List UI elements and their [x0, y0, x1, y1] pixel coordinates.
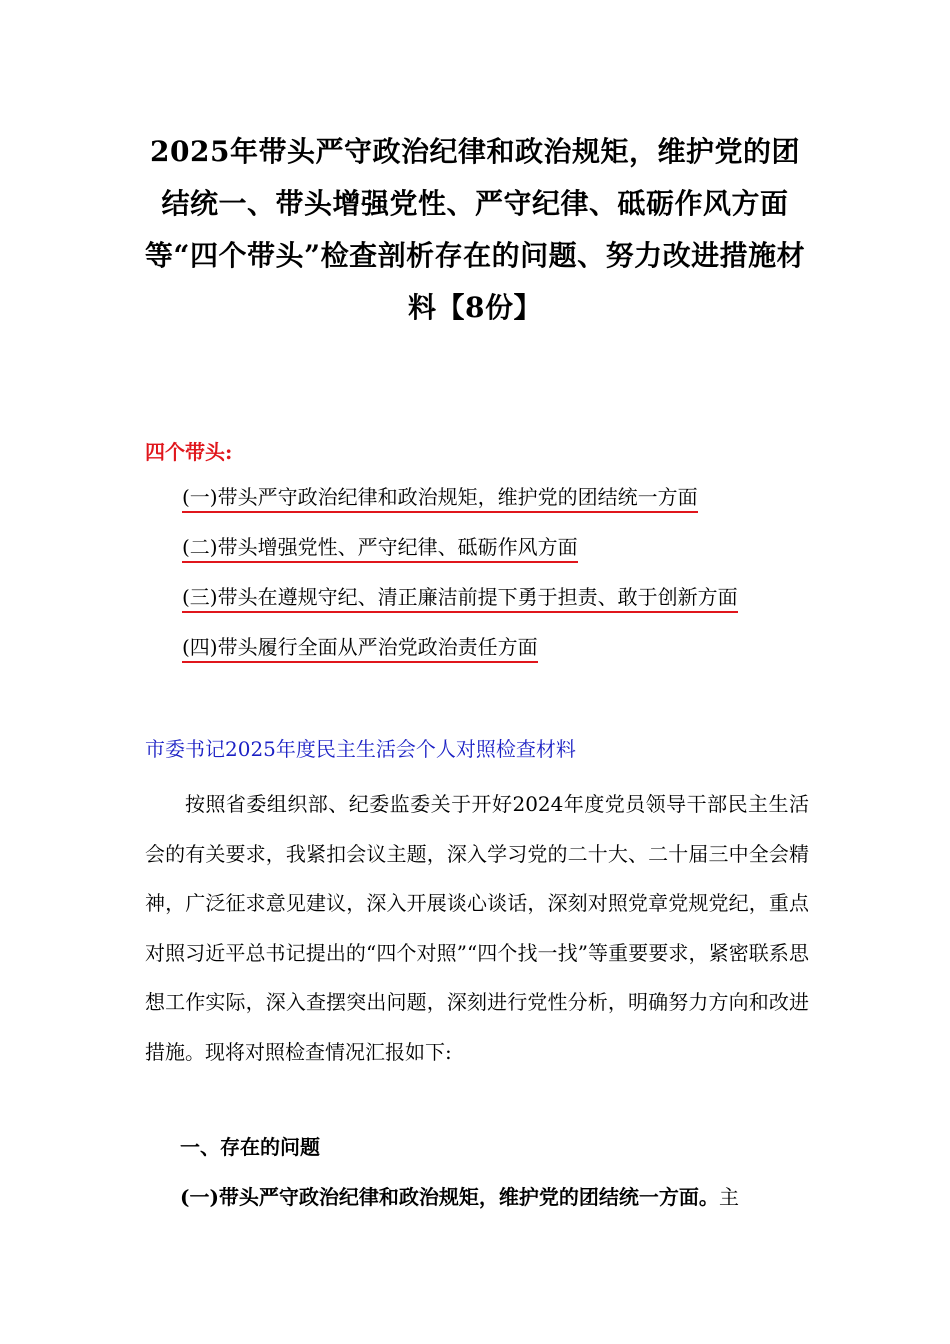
four-leads-heading: 四个带头: [145, 440, 233, 464]
section-heading: 市委书记2025年度民主生活会个人对照检查材料 [145, 737, 576, 761]
body-text [145, 780, 809, 1077]
problems-heading: 一、存在的问题 [180, 1135, 320, 1159]
toc-item [182, 584, 738, 634]
toc-item [182, 634, 738, 684]
toc-link-2[interactable]: (二)带头增强党性、严守纪律、砥砺作风方面 [182, 534, 578, 563]
table-of-contents [182, 484, 738, 684]
toc-link-4[interactable]: (四)带头履行全面从严治党政治责任方面 [182, 634, 538, 663]
first-problem-title: (一)带头严守政治纪律和政治规矩，维护党的团结统一方面。 [180, 1185, 719, 1209]
document-title: 2025年带头严守政治纪律和政治规矩，维护党的团结统一、带头增强党性、严守纪律、砥砺作风方面等“四个带头”检查剖析存在的问题、努力改进措施材料【8份】 [144, 135, 806, 324]
toc-item [182, 534, 738, 584]
toc-link-1[interactable]: (一)带头严守政治纪律和政治规矩，维护党的团结统一方面 [182, 484, 698, 513]
intro-paragraph: 按照省委组织部、纪委监委关于开好2024年度党员领导干部民主生活会的有关要求，我紧扣会议主题，深入学习党的二十大、二十届三中全会精神，广泛征求意见建议，深入开展谈心谈话，深刻对照党章党规党纪，重点对照习近平总书记提出的“四个对照”“四个找一找”等重要要求，紧密联系思想工作实际，深入查摆突出问题，深刻进行党性分析，明确努力方向和改进措施。现将对照检查情况汇报如下: [145, 792, 809, 1064]
toc-link-3[interactable]: (三)带头在遵规守纪、清正廉洁前提下勇于担责、敢于创新方面 [182, 584, 738, 613]
toc-item [182, 484, 738, 534]
first-problem-text: 主 [718, 1185, 739, 1209]
first-problem-line [180, 1181, 810, 1210]
